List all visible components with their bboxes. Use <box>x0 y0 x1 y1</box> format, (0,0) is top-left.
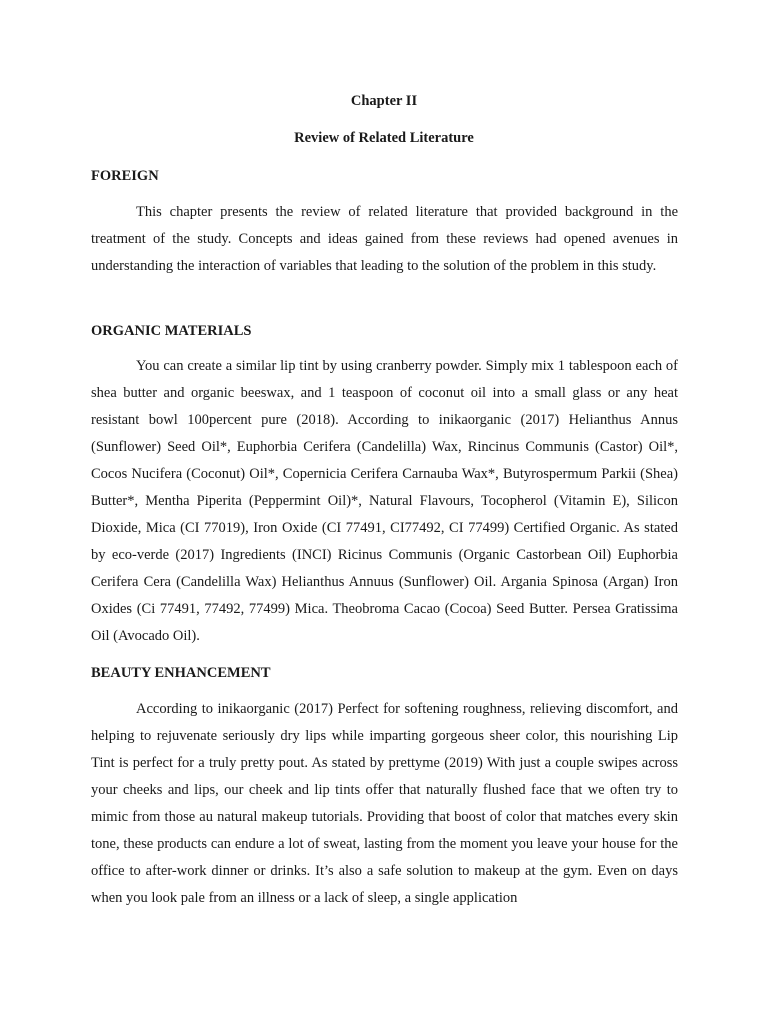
chapter-number: Chapter II <box>350 93 418 109</box>
section-heading-organic-materials: ORGANIC MATERIALS <box>91 323 252 339</box>
section-heading-foreign: FOREIGN <box>91 168 159 184</box>
section-paragraph-foreign: This chapter presents the review of related literature that provided background in the treatment of the study. Concepts and ideas gained from these reviews had opened avenues in understanding the interaction of variables that leading to the solution of the problem in this study. <box>91 204 678 274</box>
section-heading-beauty-enhancement: BEAUTY ENHANCEMENT <box>91 665 271 681</box>
section-paragraph-beauty-enhancement: According to inikaorganic (2017) Perfect for softening roughness, relieving discomfort, and helping to rejuvenate seriously dry lips while imparting gorgeous sheer color, this nourishing Lip Tint is perfect for a truly pretty pout. As stated by prettyme (2019) With just a couple swipes across your cheeks and lips, our cheek and lip tints offer that naturally flushed face that we often try to mimic from those au natural makeup tutorials. Providing that boost of color that matches every skin tone, these products can endure a lot of sweat, lasting from the moment you leave your house for the office to after-work dinner or drinks. It’s also a safe solution to makeup at the gym. Even on days when you look pale from an illness or a lack of sleep, a single application <box>91 701 678 906</box>
chapter-title: Review of Related Literature <box>294 130 474 146</box>
section-paragraph-organic-materials: You can create a similar lip tint by using cranberry powder. Simply mix 1 tablespoon each of shea butter and organic beeswax, and 1 teaspoon of coconut oil into a small glass or any heat resistant bowl 100percent pure (2018). According to inikaorganic (2017) Helianthus Annus (Sunflower) Seed Oil*, Euphorbia Cerifera (Candelilla) Wax, Rincinus Communis (Castor) Oil*, Cocos Nucifera (Coconut) Oil*, Copernicia Cerifera Carnauba Wax*, Butyrospermum Parkii (Shea) Butter*, Mentha Piperita (Peppermint Oil)*, Natural Flavours, Tocopherol (Vitamin E), Silicon Dioxide, Mica (CI 77019), Iron Oxide (CI 77491, CI77492, CI 77499) Certified Organic. As stated by eco-verde (2017) Ingredients (INCI) Ricinus Communis (Organic Castorbean Oil) Euphorbia Cerifera Cera (Candelilla Wax) Helianthus Annuus (Sunflower) Oil. Argania Spinosa (Argan) Iron Oxides (Ci 77491, 77492, 77499) Mica. Theobroma Cacao (Cocoa) Seed Butter. Persea Gratissima Oil (Avocado Oil). <box>91 358 678 644</box>
